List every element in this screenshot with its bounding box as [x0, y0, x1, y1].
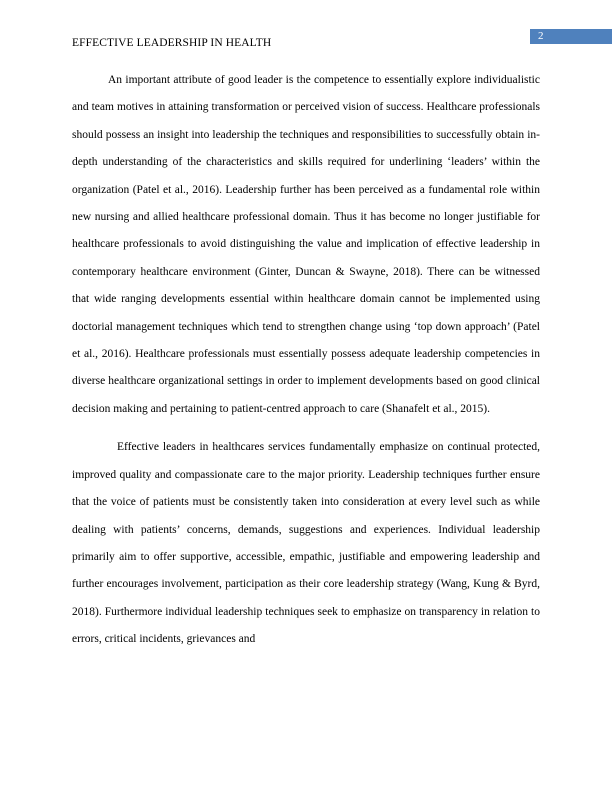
- paragraph-2: Effective leaders in healthcares services fundamentally emphasize on continual protected, improved quality and compassionate care to the major priority. Leadership techniques further ensure that the voice of patients must be consistently taken into consideration at every level such as while dealing with patients’ concerns, demands, suggestions and experiences. Individual leadership primarily aim to offer supportive, accessible, empathic, justifiable and empowering leadership and further encourages involvement, participation as their core leadership strategy (Wang, Kung & Byrd, 2018). Furthermore individual leadership techniques seek to emphasize on transparency in relation to errors, critical incidents, grievances and: [72, 441, 540, 646]
- document-body: [72, 67, 540, 654]
- running-head: EFFECTIVE LEADERSHIP IN HEALTH: [72, 37, 272, 49]
- paragraph-1: An important attribute of good leader is the competence to essentially explore individualistic and team motives in attaining transformation or perceived vision of success. Healthcare professionals should possess an insight into leadership the techniques and responsibilities to successfully obtain in-depth understanding of the characteristics and skills required for underlining ‘leaders’ within the organization (Patel et al., 2016). Leadership further has been perceived as a fundamental role within new nursing and allied healthcare professional domain. Thus it has become no longer justifiable for healthcare professionals to avoid distinguishing the value and implication of effective leadership in contemporary healthcare environment (Ginter, Duncan & Swayne, 2018). There can be witnessed that wide ranging developments essential within healthcare domain cannot be implemented using doctorial management techniques which tend to strengthen change using ‘top down approach’ (Patel et al., 2016). Healthcare professionals must essentially possess adequate leadership competencies in diverse healthcare organizational settings in order to implement developments based on good clinical decision making and pertaining to patient-centred approach to care (Shanafelt et al., 2015).: [72, 74, 540, 415]
- page-number: 2: [530, 29, 612, 44]
